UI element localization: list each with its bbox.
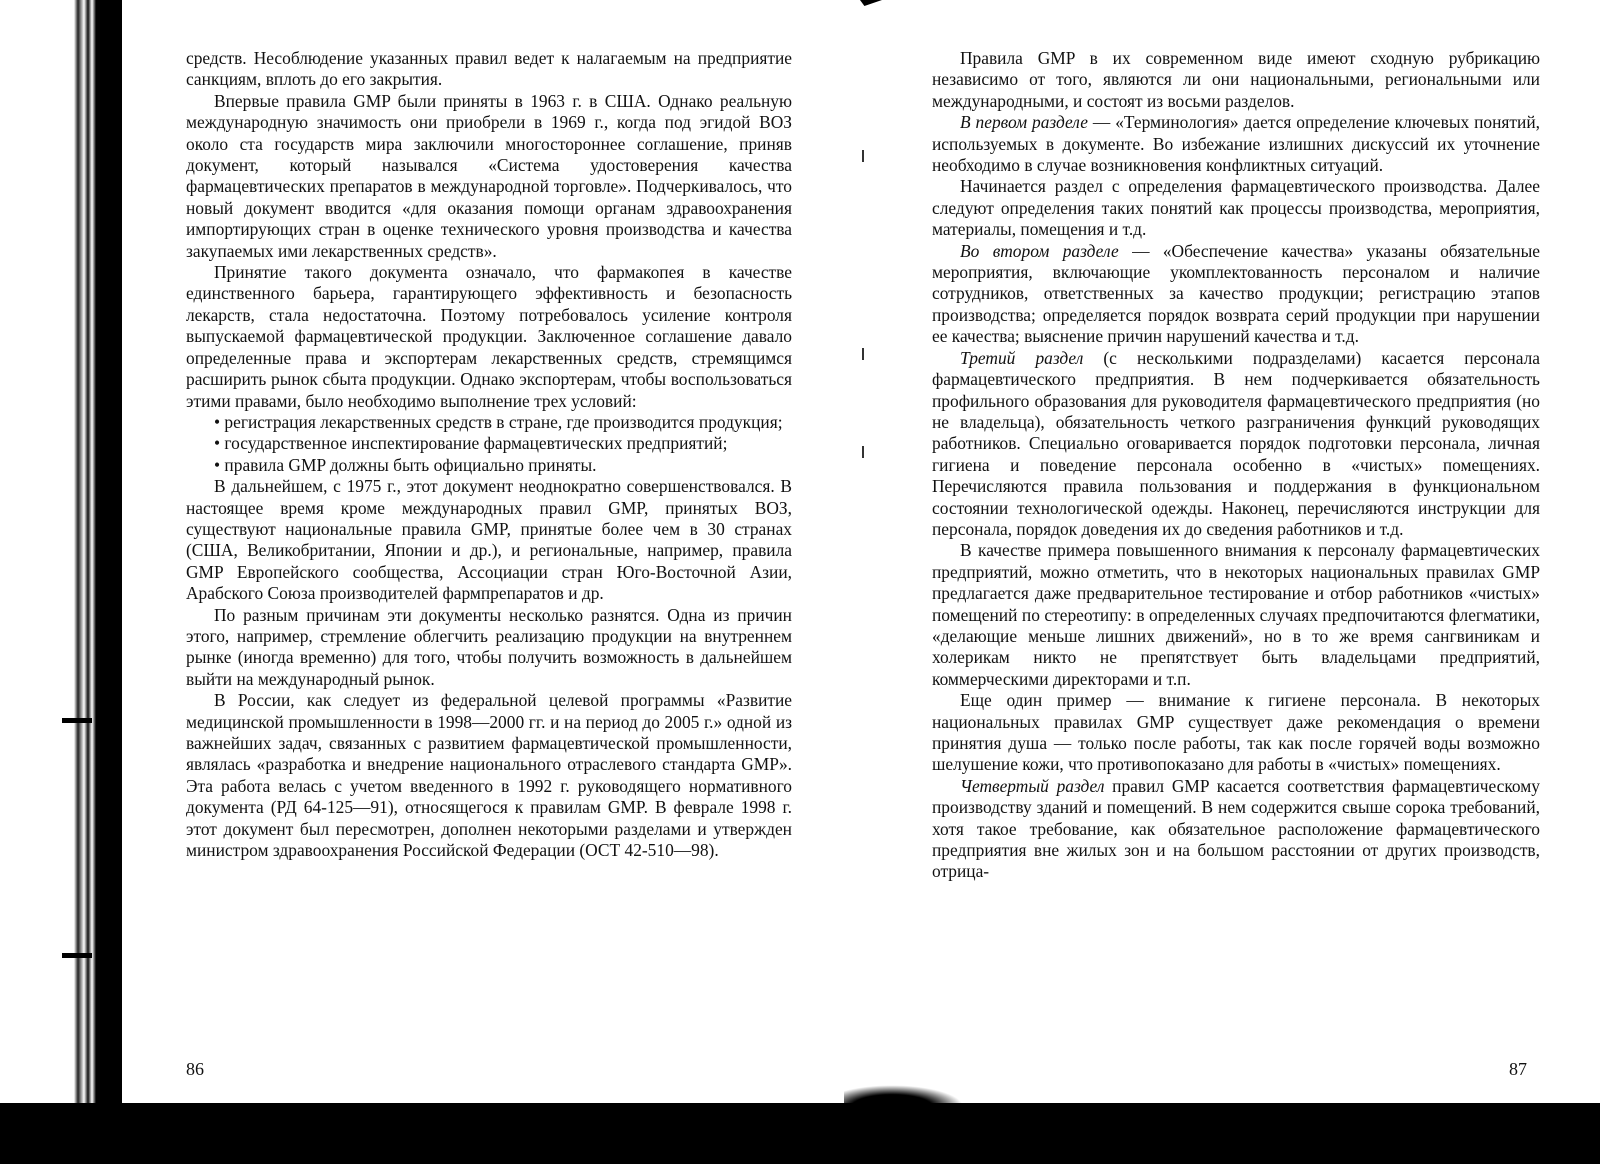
edge-tick-mark [62,718,92,723]
paragraph: средств. Несоблюдение указанных правил ведет к налагаемым на предприятие санкциям, вплоть до его закрытия. [186,48,792,90]
left-page-text [186,48,792,861]
section-lead: В первом разделе [960,112,1088,133]
paragraph: Принятие такого документа означало, что фармакопея в качестве единственного барьера, гарантирующего эффективность и безопасность лекарств, стала недостаточна. Поэтому потребовалось усиление контроля выпускаемой фармацевтической продукции. Заключенное соглашение давало определенные права и экспортерам лекарственных средств, стремящимся расширить рынок сбыта продукции. Однако экспортерам, чтобы воспользоваться этими правами, было необходимо выполнение трех условий: [186,262,792,411]
section-lead: Третий раздел [960,347,1084,368]
bullet-item: • правила GMP должны быть официально приняты. [214,454,597,475]
section-lead: Во втором разделе [960,240,1119,261]
bullet-item: • государственное инспектирование фармацевтических предприятий; [214,433,728,454]
page-number-left: 86 [186,1059,204,1079]
paragraph-body: правил GMP касается соответствия фармацевтическому производству зданий и помещений. В нем содержится свыше сорока требований, хотя такое требование, как обязательное расположение фармацевтического предприятия вне жилых зон и на большом расстоянии от других производств, отрица- [932,775,1540,882]
paragraph [932,348,1540,541]
paragraph [932,176,1540,240]
paragraph-body: В качестве примера повышенного внимания к персоналу фармацевтических предприятий, можно отметить, что в некоторых национальных правилах GMP предлагается даже предварительное тестирование и отбор работников «чистых» помещений по стереотипу: в определенных случаях предпочитаются флегматики, «делающие меньше лишних движений», но в то же время сангвиникам и холерикам никто не препятствует быть владельцами предприятий, коммерческими директорами и т.п. [932,540,1540,689]
paragraph-body: — «Терминология» дается определение ключевых понятий, используемых в документе. Во избежание излишних дискуссий их уточнение необходимо в случае возникновения конфликтных ситуаций. [932,112,1540,176]
paragraph-body: Правила GMP в их современном виде имеют сходную рубрикацию независимо от того, являются ли они национальными, региональными или международными, и состоят из восьми разделов. [932,48,1540,111]
paragraph [932,112,1540,176]
paragraph [932,540,1540,690]
paragraph: В России, как следует из федеральной целевой программы «Развитие медицинской промышленности в 1998—2000 гг. и на период до 2005 г.» одной из важнейших задач, связанных с развитием фармацевтической промышленности, являлась «разработка и внедрение национального отраслевого стандарта GMP». Эта работа велась с учетом введенного в 1992 г. руководящего нормативного документа (РД 64-125—91), относящегося к правилам GMP. В феврале 1998 г. этот документ был пересмотрен, дополнен некоторыми разделами и утвержден министром здравоохранения Российской Федерации (ОСТ 42-510—98). [186,690,792,861]
section-lead: Четвертый раздел [960,775,1105,796]
paragraph-body: — «Обеспечение качества» указаны обязательные мероприятия, включающие укомплектованность персоналом и наличие сотрудников, ответственных за качество продукции; регистрацию этапов производства; определяется порядок возврата серий продукции при нарушении ее качества; выяснение причин нарушений качества и т.д. [932,240,1540,347]
paragraph [932,776,1540,883]
paragraph-body: Еще один пример — внимание к гигиене персонала. В некоторых национальных правилах GMP существует даже рекомендация о времени принятия душа — только после работы, так как после горячей воды возможно шелушение кожи, что противопоказано для работы в «чистых» помещениях. [932,690,1540,775]
spine-mark [862,348,864,360]
bottom-scan-edge [0,1103,1600,1164]
spine-top-mark [860,0,882,6]
spine-mark [862,150,864,162]
paragraph: Впервые правила GMP были приняты в 1963 г. в США. Однако реальную международную значимость они приобрели в 1969 г., когда под эгидой ВОЗ около ста государств мира заключили многостороннее соглашение, приняв документ, который назывался «Система удостоверения качества фармацевтических препаратов в международной торговле». Подчеркивалось, что новый документ вводится «для оказания помощи органам здравоохранения импортирующих стран в оценке технического уровня производства и качества закупаемых ими лекарственных средств». [186,90,792,261]
spine-mark [862,446,864,458]
paragraph [932,690,1540,776]
bullet-item: • регистрация лекарственных средств в стране, где производится продукция; [214,411,783,432]
paragraph: По разным причинам эти документы несколько разнятся. Одна из причин этого, например, стремление облегчить реализацию продукции на внутреннем рынке (иногда временно) для того, чтобы получить возможность в дальнейшем выйти на международный рынок. [186,604,792,689]
paragraph-body: Начинается раздел с определения фармацевтического производства. Далее следуют определения таких понятий как процессы производства, мероприятия, материалы, помещения и т.д. [932,176,1540,240]
page-number-right: 87 [1509,1059,1527,1079]
edge-tick-mark [62,953,92,958]
right-page-text [932,48,1540,883]
paragraph: В дальнейшем, с 1975 г., этот документ неоднократно совершенствовался. В настоящее время кроме международных правил GMP, принятых ВОЗ, существуют национальные правила GMP, принятые более чем в 30 странах (США, Великобритании, Японии и др.), и региональные, например, правила GMP Европейского сообщества, Ассоциации стран Юго-Восточной Азии, Арабского Союза производителей фармпрепаратов и др. [186,476,792,604]
paragraph-body: (с несколькими подразделами) касается персонала фармацевтического предприятия. В нем подчеркивается обязательность профильного образования для руководителя фармацевтического предприятия (но не владельца), обязательность четкого разграничения функций руководящих работников. Специально оговаривается порядок подготовки персонала, личная гигиена и поведение персонала особенно в «чистых» помещениях. Перечисляются правила пользования и поддержания в функциональном состоянии технологической одежды. Наконец, перечисляются инструкции для персонала, порядок доведения их до сведения работников и т.д. [932,347,1540,539]
left-scan-edge [0,0,122,1164]
paragraph [932,48,1540,112]
paragraph [932,241,1540,348]
